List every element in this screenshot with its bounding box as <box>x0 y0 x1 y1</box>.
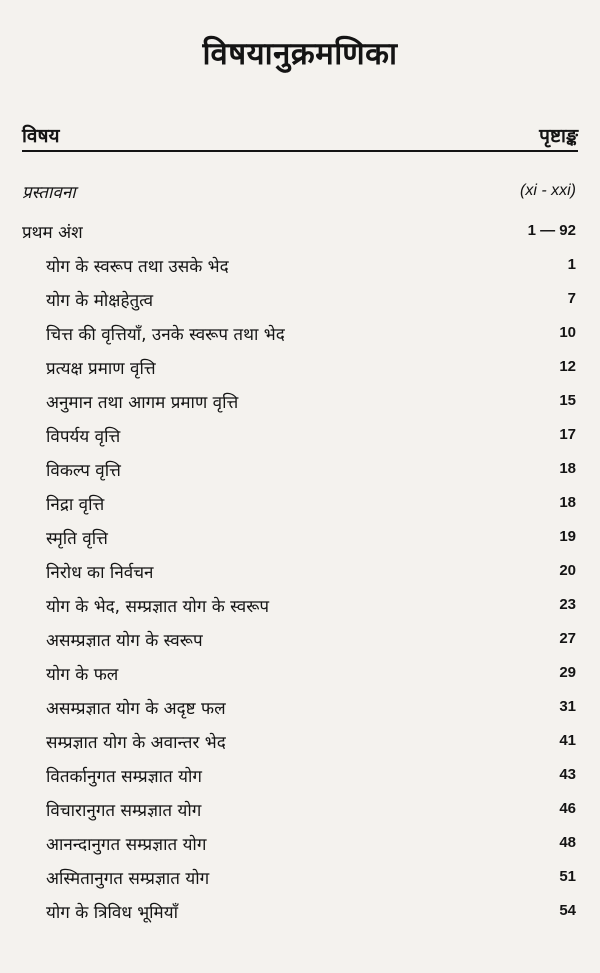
toc-entry <box>0 288 600 318</box>
toc-entry <box>0 322 600 352</box>
entry-text: सम्प्रज्ञात योग के अवान्तर भेद <box>46 733 226 753</box>
entry-page: 20 <box>559 562 576 579</box>
toc-entry <box>0 696 600 726</box>
toc-entry <box>0 730 600 760</box>
entry-text: आनन्दानुगत सम्प्रज्ञात योग <box>46 835 207 855</box>
entry-text: अस्मितानुगत सम्प्रज्ञात योग <box>46 869 210 889</box>
toc-entry <box>0 662 600 692</box>
entry-text: योग के भेद, सम्प्रज्ञात योग के स्वरूप <box>46 597 270 617</box>
toc-entry <box>0 356 600 386</box>
entry-text: असम्प्रज्ञात योग के अदृष्ट फल <box>46 699 226 719</box>
header-subject-label: विषय <box>22 125 60 147</box>
toc-entry <box>0 900 600 930</box>
entry-page: 23 <box>559 596 576 613</box>
entry-text: निद्रा वृत्ति <box>46 495 105 515</box>
entry-page: 1 — 92 <box>527 222 576 239</box>
toc-entry <box>0 866 600 896</box>
entry-page: 48 <box>559 834 576 851</box>
header-page-label: पृष्टाङ्क <box>539 125 578 147</box>
entry-page: 1 <box>567 256 576 273</box>
entry-page: 43 <box>559 766 576 783</box>
toc-entry <box>0 628 600 658</box>
entry-page: 18 <box>559 460 576 477</box>
toc-entry <box>0 492 600 522</box>
entry-text: प्रस्तावना <box>22 183 76 203</box>
toc-entry-part-one <box>0 220 600 250</box>
entry-text: विचारानुगत सम्प्रज्ञात योग <box>46 801 202 821</box>
entry-text: स्मृति वृत्ति <box>46 529 108 549</box>
entry-text: असम्प्रज्ञात योग के स्वरूप <box>46 631 203 651</box>
entry-text: प्रथम अंश <box>22 223 83 243</box>
toc-entry <box>0 594 600 624</box>
toc-entry-preface <box>0 180 600 210</box>
toc-entry <box>0 424 600 454</box>
entry-page: 12 <box>559 358 576 375</box>
toc-entry <box>0 764 600 794</box>
toc-entry <box>0 254 600 284</box>
toc-entry <box>0 798 600 828</box>
entry-page: 17 <box>559 426 576 443</box>
entry-page: 7 <box>567 290 576 307</box>
entry-text: योग के मोक्षहेतुत्व <box>46 291 154 311</box>
entry-page: 31 <box>559 698 576 715</box>
entry-page: 41 <box>559 732 576 749</box>
page-title: विषयानुक्रमणिका <box>202 36 398 72</box>
entry-page: 27 <box>559 630 576 647</box>
toc-entry <box>0 390 600 420</box>
toc-entry <box>0 560 600 590</box>
entry-page: 46 <box>559 800 576 817</box>
entry-text: अनुमान तथा आगम प्रमाण वृत्ति <box>46 393 239 413</box>
toc-header <box>22 118 578 152</box>
toc-entry <box>0 832 600 862</box>
entry-text: प्रत्यक्ष प्रमाण वृत्ति <box>46 359 156 379</box>
entry-text: योग के त्रिविध भूमियाँ <box>46 903 178 923</box>
entry-text: योग के फल <box>46 665 119 685</box>
entry-text: विपर्यय वृत्ति <box>46 427 121 447</box>
entry-text: योग के स्वरूप तथा उसके भेद <box>46 257 229 277</box>
entry-page: (xi - xxi) <box>520 182 576 199</box>
toc-entry <box>0 458 600 488</box>
entry-text: निरोध का निर्वचन <box>46 563 154 583</box>
entry-page: 29 <box>559 664 576 681</box>
entry-page: 15 <box>559 392 576 409</box>
entry-text: वितर्कानुगत सम्प्रज्ञात योग <box>46 767 202 787</box>
entry-page: 18 <box>559 494 576 511</box>
entry-page: 51 <box>559 868 576 885</box>
entry-page: 19 <box>559 528 576 545</box>
entry-text: चित्त की वृत्तियाँ, उनके स्वरूप तथा भेद <box>46 325 285 345</box>
entry-page: 54 <box>559 902 576 919</box>
entry-page: 10 <box>559 324 576 341</box>
toc-entry <box>0 526 600 556</box>
entry-text: विकल्प वृत्ति <box>46 461 121 481</box>
